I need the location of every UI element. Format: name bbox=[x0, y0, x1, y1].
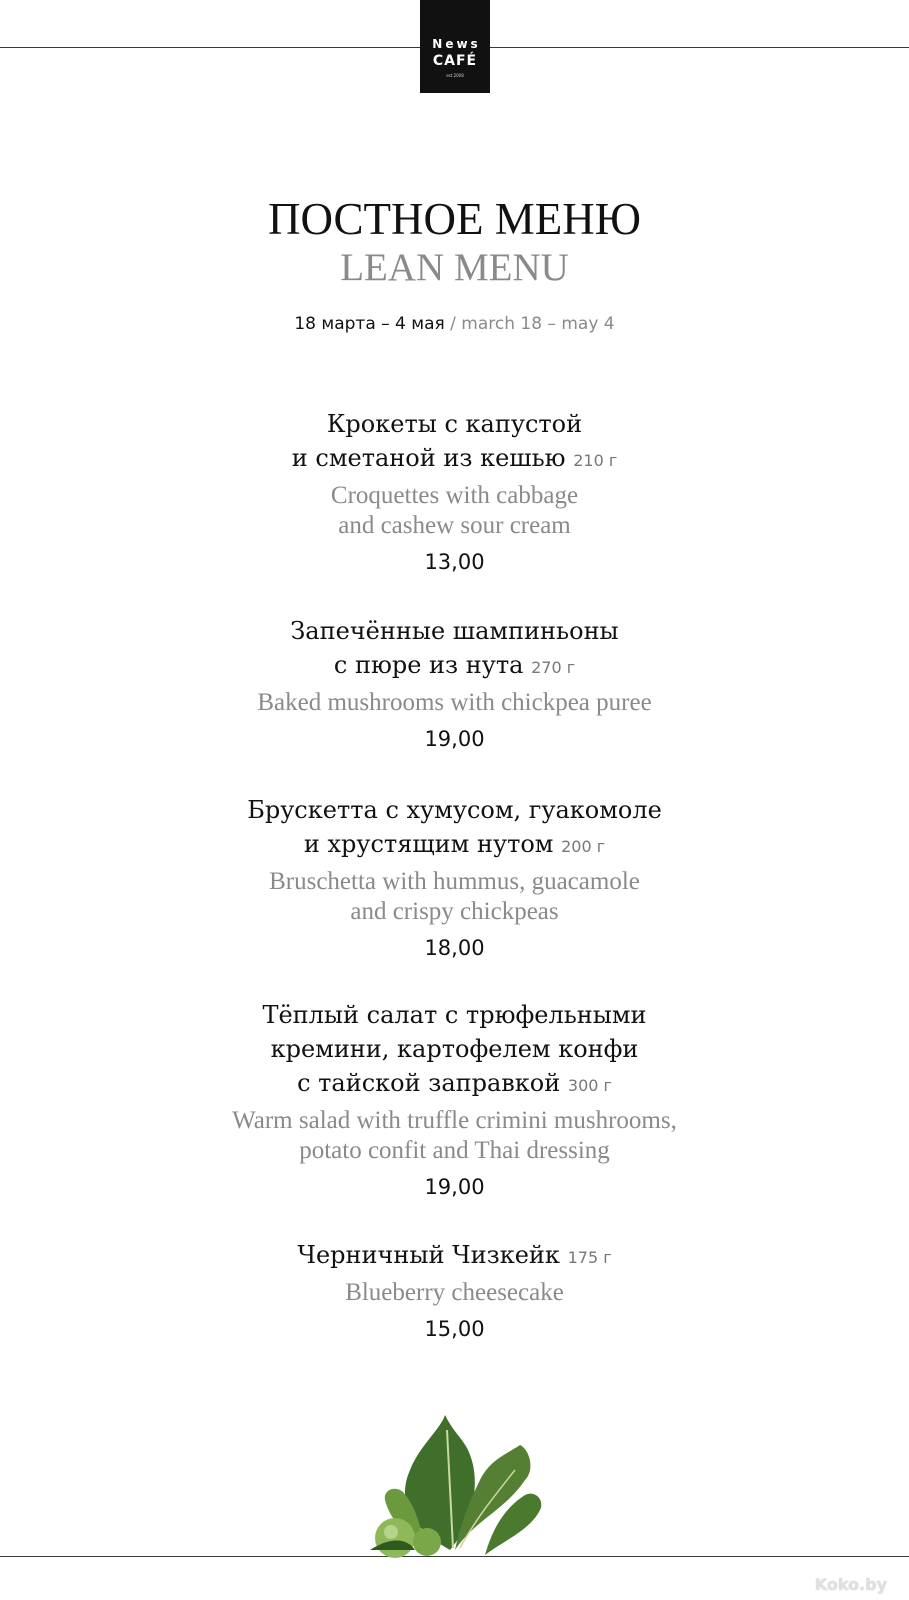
dish-name-ru bbox=[0, 793, 909, 864]
dish-price: 15,00 bbox=[424, 1317, 485, 1341]
dish-name-en-line: Blueberry cheesecake bbox=[345, 1279, 564, 1306]
dish-name-line: с тайской заправкой bbox=[297, 1069, 561, 1097]
dish-name-en-line: Croquettes with cabbage bbox=[330, 482, 579, 509]
dish-name-en bbox=[0, 481, 909, 541]
dish-weight: 210 г bbox=[573, 451, 618, 470]
dish-name-en-line: and cashew sour cream bbox=[338, 512, 571, 539]
menu-dates bbox=[0, 314, 909, 334]
dish-name-en bbox=[0, 1278, 909, 1308]
dish-name-en-line: Warm salad with truffle crimini mushrooms, bbox=[232, 1107, 677, 1134]
dish-price: 13,00 bbox=[424, 550, 485, 574]
dish-weight: 200 г bbox=[561, 837, 606, 856]
dates-en: march 18 – may 4 bbox=[461, 314, 615, 334]
menu-item bbox=[0, 793, 909, 963]
dish-price: 18,00 bbox=[424, 936, 485, 960]
dish-name-line: Черничный Чизкейк bbox=[297, 1241, 560, 1269]
dish-name-en bbox=[0, 1106, 909, 1166]
menu-item bbox=[0, 407, 909, 577]
menu-title-en: LEAN MENU bbox=[340, 246, 569, 289]
dish-name-line: Брускетта с хумусом, гуакомоле bbox=[247, 796, 662, 824]
dish-name-en bbox=[0, 867, 909, 927]
logo-news: News bbox=[432, 37, 481, 51]
dish-weight: 270 г bbox=[531, 658, 576, 677]
dish-name-line: кремини, картофелем конфи bbox=[270, 1035, 639, 1063]
dates-ru: 18 марта – 4 мая bbox=[294, 314, 445, 334]
leafy-greens-icon bbox=[355, 1410, 555, 1560]
dish-name-ru bbox=[0, 614, 909, 685]
dish-name-en-line: and crispy chickpeas bbox=[350, 898, 559, 925]
dish-name-en bbox=[0, 688, 909, 718]
dish-price: 19,00 bbox=[424, 727, 485, 751]
watermark: Koko.by bbox=[814, 1575, 887, 1594]
dish-name-line: Запечённые шампиньоны bbox=[290, 617, 619, 645]
dish-price: 19,00 bbox=[424, 1175, 485, 1199]
dish-name-line: Тёплый салат с трюфельными bbox=[262, 1001, 647, 1029]
dish-name-ru bbox=[0, 407, 909, 478]
logo-est: est.2008 bbox=[446, 73, 464, 78]
dish-weight: 300 г bbox=[567, 1076, 612, 1095]
dish-weight: 175 г bbox=[567, 1248, 612, 1267]
dish-name-en-line: potato confit and Thai dressing bbox=[299, 1137, 610, 1164]
dish-name-en-line: Bruschetta with hummus, guacamole bbox=[269, 868, 640, 895]
menu-item bbox=[0, 614, 909, 754]
news-cafe-logo bbox=[420, 0, 490, 93]
dish-name-ru bbox=[0, 1238, 909, 1275]
logo-cafe: CAFÉ bbox=[432, 53, 478, 69]
dates-separator: / bbox=[444, 314, 462, 334]
menu-item bbox=[0, 1238, 909, 1344]
dish-name-en-line: Baked mushrooms with chickpea puree bbox=[257, 689, 652, 716]
dish-name-line: с пюре из нута bbox=[333, 651, 524, 679]
menu-title-ru: ПОСТНОЕ МЕНЮ bbox=[267, 194, 642, 244]
dish-name-line: и сметаной из кешью bbox=[291, 444, 566, 472]
dish-name-line: Крокеты с капустой bbox=[326, 410, 583, 438]
menu-item bbox=[0, 998, 909, 1202]
dish-name-line: и хрустящим нутом bbox=[303, 830, 554, 858]
dish-name-ru bbox=[0, 998, 909, 1103]
